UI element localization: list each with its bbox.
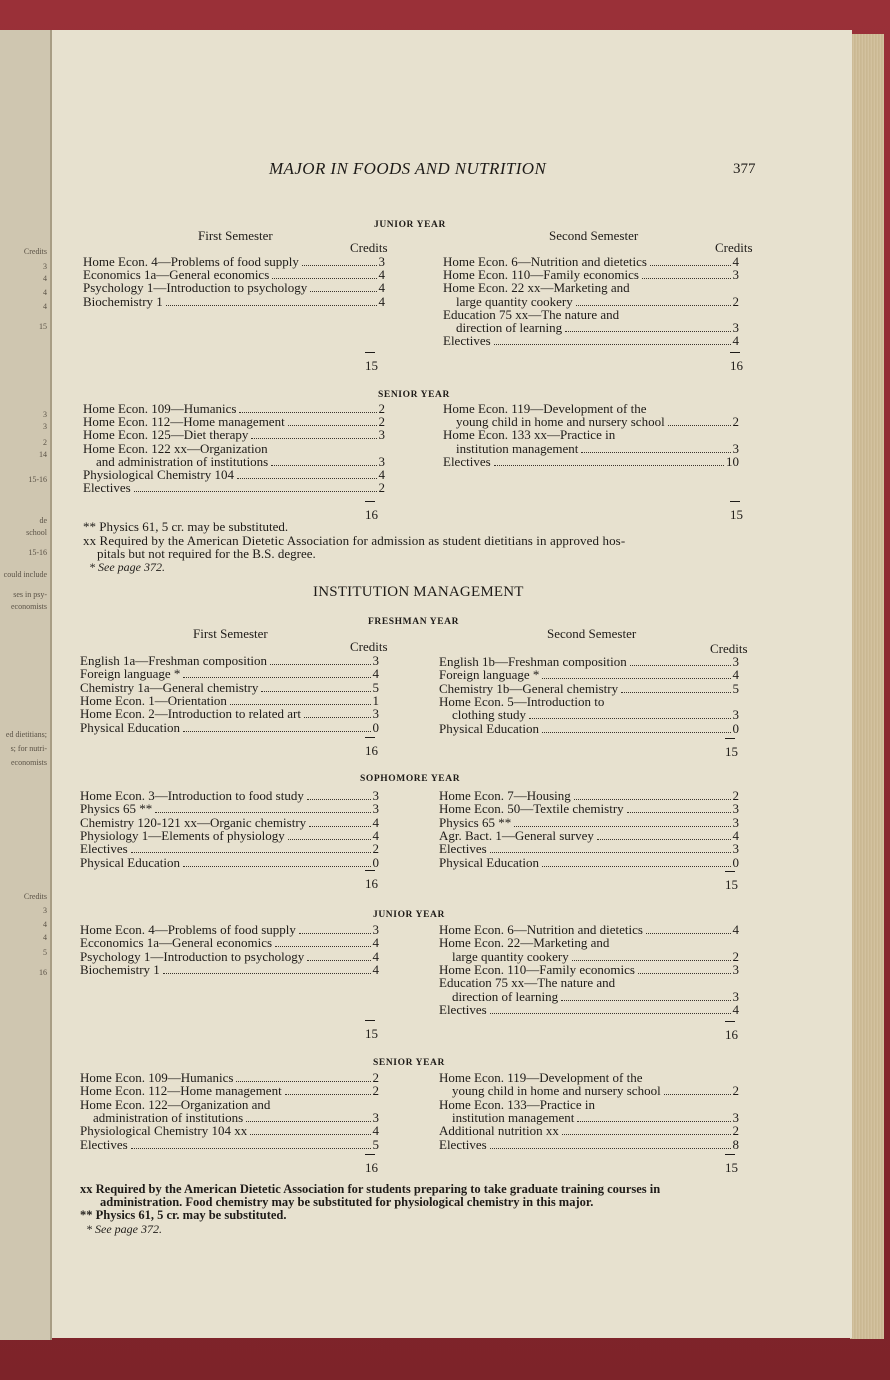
book-page	[52, 30, 852, 1338]
total-rule	[365, 352, 375, 353]
course-name: Home Econ. 6—Nutrition and dietetics	[443, 254, 647, 269]
course-credits: 10	[726, 453, 739, 469]
course-credits: 5	[372, 679, 379, 695]
course-credits: 3	[378, 427, 385, 443]
course-name: young child in home and nursery school	[452, 1083, 661, 1099]
course-credits: 0	[732, 720, 739, 736]
course-row	[80, 721, 379, 735]
facing-page-text: ses in psy-	[13, 590, 47, 599]
dot-leader	[650, 255, 731, 266]
facing-page-text: 4	[43, 920, 47, 929]
column-heading: Second Semester	[549, 228, 639, 243]
credit-total: 15	[725, 1160, 738, 1175]
facing-page-text: 2	[43, 438, 47, 447]
course-credits: 1	[372, 692, 379, 708]
course-credits: 3	[372, 653, 379, 668]
footnote: xx Required by the American Dietetic Association for students preparing to take graduate training courses in	[80, 1182, 661, 1196]
dot-leader	[250, 1124, 370, 1135]
dot-leader	[285, 1084, 371, 1095]
footnote: ** Physics 61, 5 cr. may be substituted.	[83, 519, 289, 534]
course-name: Home Econ. 4—Problems of food supply	[80, 922, 296, 937]
dot-leader	[288, 415, 377, 426]
total-rule	[365, 501, 375, 502]
credit-total: 16	[365, 876, 378, 891]
facing-page-text: school	[26, 528, 47, 537]
course-credits: 3	[732, 1109, 739, 1125]
dot-leader	[271, 455, 376, 466]
course-name: Home Econ. 22—Marketing and	[439, 935, 610, 951]
dot-leader	[155, 802, 370, 813]
dot-leader	[309, 816, 370, 827]
credit-total: 16	[365, 507, 378, 522]
total-rule	[365, 870, 375, 871]
dot-leader	[542, 668, 730, 679]
course-name: Home Econ. 119—Development of the	[443, 401, 647, 416]
course-name: Chemistry 1b—General chemistry	[439, 680, 619, 696]
dot-leader	[166, 295, 377, 306]
total-rule	[730, 352, 740, 353]
footnote: ** Physics 61, 5 cr. may be substituted.	[80, 1208, 287, 1222]
facing-page-text: 14	[39, 450, 47, 459]
course-credits: 5	[732, 680, 739, 696]
course-name: Education 75 xx—The nature and	[439, 975, 616, 991]
dot-leader	[490, 1003, 731, 1014]
course-credits: 2	[732, 1083, 739, 1099]
course-name: Education 75 xx—The nature and	[443, 306, 620, 322]
course-name: Home Econ. 22 xx—Marketing and	[443, 280, 630, 296]
credits-heading: Credits	[350, 240, 388, 255]
total-rule	[725, 871, 735, 872]
dot-leader	[304, 707, 371, 718]
dot-leader	[565, 321, 730, 332]
dot-leader	[490, 1138, 731, 1149]
course-name: administration of institutions	[93, 1109, 244, 1125]
course-name: Agr. Bact. 1—General survey	[439, 827, 594, 843]
course-name: Psychology 1—Introduction to psychology	[83, 280, 308, 296]
dot-leader	[494, 334, 731, 345]
course-credits: 4	[732, 827, 739, 843]
course-name: Home Econ. 112—Home management	[83, 414, 285, 430]
course-credits: 0	[732, 854, 739, 870]
dot-leader	[627, 802, 731, 813]
course-row	[83, 481, 385, 495]
dot-leader	[514, 816, 730, 827]
dot-leader	[246, 1111, 370, 1122]
course-row	[439, 722, 739, 736]
course-name: and administration of institutions	[96, 453, 269, 469]
course-name: Foreign language *	[439, 667, 540, 683]
course-name: Physiology 1—Elements of physiology	[80, 827, 285, 843]
course-name: Additional nutrition xx	[439, 1123, 559, 1139]
column-heading: First Semester	[193, 626, 268, 641]
dot-leader	[230, 694, 371, 705]
course-credits: 4	[732, 667, 739, 683]
course-credits: 3	[732, 841, 739, 857]
facing-page-text: de	[39, 516, 47, 525]
course-credits: 3	[378, 254, 385, 269]
dot-leader	[183, 667, 370, 678]
credits-heading: Credits	[350, 639, 388, 654]
course-credits: 0	[372, 854, 379, 870]
course-credits: 2	[732, 788, 739, 803]
total-rule	[725, 1021, 735, 1022]
course-credits: 4	[378, 293, 385, 309]
dot-leader	[668, 415, 731, 426]
facing-page-edge	[0, 30, 52, 1340]
year-heading: SENIOR YEAR	[378, 390, 450, 400]
facing-page-text: 3	[43, 906, 47, 915]
course-name: Home Econ. 122 xx—Organization	[83, 440, 268, 456]
total-rule	[365, 1020, 375, 1021]
course-name: English 1a—Freshman composition	[80, 653, 268, 668]
course-name: Ecconomics 1a—General economics	[80, 935, 273, 951]
dot-leader	[630, 655, 731, 666]
course-credits: 3	[732, 320, 739, 335]
dot-leader	[581, 442, 730, 453]
course-name: Physiological Chemistry 104 xx	[80, 1123, 248, 1139]
dot-leader	[272, 268, 376, 279]
dot-leader	[562, 1124, 731, 1135]
course-name: Biochemistry 1	[80, 961, 160, 977]
course-credits: 2	[372, 1070, 379, 1085]
year-heading: JUNIOR YEAR	[374, 220, 446, 230]
dot-leader	[621, 682, 730, 693]
running-header: MAJOR IN FOODS AND NUTRITION	[269, 159, 547, 178]
course-name: Home Econ. 109—Humanics	[83, 401, 237, 416]
course-credits: 4	[732, 254, 739, 269]
total-rule	[725, 738, 735, 739]
dot-leader	[261, 681, 370, 692]
facing-page-text: 3	[43, 422, 47, 431]
dot-leader	[646, 923, 731, 934]
dot-leader	[239, 402, 376, 413]
credits-heading: Credits	[715, 240, 753, 255]
dot-leader	[131, 842, 371, 853]
course-row	[456, 321, 739, 335]
credit-total: 15	[730, 507, 743, 522]
course-name: Electives	[80, 841, 128, 857]
facing-page-text: 3	[43, 410, 47, 419]
course-credits: 5	[372, 1136, 379, 1152]
year-heading: SENIOR YEAR	[373, 1058, 445, 1068]
course-name: Home Econ. 50—Textile chemistry	[439, 801, 624, 817]
course-credits: 4	[378, 467, 385, 482]
dot-leader	[542, 856, 730, 867]
credit-total: 15	[365, 1026, 378, 1041]
credit-total: 15	[725, 877, 738, 892]
course-credits: 4	[732, 922, 739, 937]
column-heading: First Semester	[198, 228, 273, 243]
course-name: Electives	[80, 1136, 128, 1152]
course-name: Chemistry 1a—General chemistry	[80, 679, 259, 695]
course-credits: 3	[372, 801, 379, 817]
course-credits: 3	[378, 453, 385, 469]
course-name: Home Econ. 109—Humanics	[80, 1070, 234, 1085]
course-name: Home Econ. 119—Development of the	[439, 1070, 643, 1085]
course-name: Biochemistry 1	[83, 293, 163, 309]
course-row	[80, 963, 379, 977]
course-name: Physiological Chemistry 104	[83, 467, 234, 482]
facing-page-text: 4	[43, 288, 47, 297]
footnote: administration. Food chemistry may be substituted for physiological chemistry in this major.	[100, 1195, 594, 1209]
year-heading: FRESHMAN YEAR	[368, 617, 460, 627]
course-row	[439, 1138, 739, 1152]
facing-page-text: 15-16	[28, 475, 47, 484]
dot-leader	[572, 950, 731, 961]
course-credits: 2	[378, 414, 385, 430]
dot-leader	[288, 829, 371, 840]
course-credits: 4	[732, 1001, 739, 1017]
course-name: Home Econ. 133—Practice in	[439, 1096, 595, 1112]
facing-page-text: ed dietitians;	[5, 730, 47, 739]
course-name: Economics 1a—General economics	[83, 267, 270, 283]
dot-leader	[251, 428, 376, 439]
course-name: Home Econ. 1—Orientation	[80, 692, 227, 708]
course-name: Home Econ. 112—Home management	[80, 1083, 282, 1099]
facing-page-text: s; for nutri-	[10, 744, 47, 753]
dot-leader	[542, 722, 730, 733]
dot-leader	[576, 295, 731, 306]
dot-leader	[577, 1111, 730, 1122]
section-title: INSTITUTION MANAGEMENT	[313, 584, 524, 600]
footnote: * See page 372.	[86, 1222, 162, 1236]
course-credits: 3	[732, 988, 739, 1004]
dot-leader	[270, 654, 370, 665]
dot-leader	[561, 990, 730, 1001]
course-credits: 3	[732, 440, 739, 456]
course-row	[80, 856, 379, 870]
dot-leader	[310, 281, 376, 292]
course-credits: 4	[372, 961, 379, 977]
credit-total: 16	[365, 743, 378, 758]
course-row	[443, 455, 739, 469]
course-row	[439, 856, 739, 870]
course-row	[83, 295, 385, 309]
course-name: Home Econ. 6—Nutrition and dietetics	[439, 922, 643, 937]
course-row	[452, 990, 739, 1004]
dot-leader	[307, 950, 370, 961]
course-name: Home Econ. 125—Diet therapy	[83, 427, 249, 443]
course-row	[80, 1138, 379, 1152]
course-credits: 4	[732, 333, 739, 349]
dot-leader	[574, 789, 731, 800]
total-rule	[365, 1154, 375, 1155]
course-name: Home Econ. 122—Organization and	[80, 1096, 271, 1112]
course-row	[456, 442, 739, 456]
footnote: xx Required by the American Dietetic Association for admission as student dietitians in approved hos-	[83, 533, 626, 548]
dot-leader	[494, 455, 724, 466]
total-rule	[730, 501, 740, 502]
credits-heading: Credits	[710, 641, 748, 656]
course-name: large quantity cookery	[456, 293, 573, 309]
course-name: direction of learning	[456, 320, 563, 335]
course-credits: 2	[378, 480, 385, 496]
course-name: Electives	[83, 480, 131, 496]
course-name: Home Econ. 133 xx—Practice in	[443, 427, 616, 443]
course-credits: 3	[732, 267, 739, 283]
course-credits: 3	[732, 961, 739, 977]
facing-page-text: 4	[43, 274, 47, 283]
course-credits: 4	[378, 267, 385, 283]
course-name: young child in home and nursery school	[456, 414, 665, 430]
course-name: Physical Education	[439, 854, 540, 870]
dot-leader	[597, 829, 731, 840]
facing-page-text: 15	[39, 322, 47, 331]
course-name: Home Econ. 5—Introduction to	[439, 693, 605, 709]
dot-leader	[529, 708, 730, 719]
course-name: direction of learning	[452, 988, 559, 1004]
facing-page-text: 15-16	[28, 548, 47, 557]
course-credits: 3	[372, 706, 379, 722]
dot-leader	[299, 923, 371, 934]
course-name: Home Econ. 110—Family economics	[439, 961, 635, 977]
dot-leader	[664, 1084, 731, 1095]
dot-leader	[302, 255, 377, 266]
credit-total: 15	[725, 744, 738, 759]
course-credits: 3	[732, 707, 739, 723]
course-credits: 4	[372, 814, 379, 830]
facing-page-text: could include	[3, 570, 47, 579]
facing-page-text: economists	[11, 602, 47, 611]
page-edges	[850, 34, 884, 1339]
dot-leader	[163, 963, 371, 974]
year-heading: JUNIOR YEAR	[373, 910, 445, 920]
course-name: Chemistry 120-121 xx—Organic chemistry	[80, 814, 307, 830]
course-name: Home Econ. 7—Housing	[439, 788, 571, 803]
total-rule	[365, 737, 375, 738]
course-name: Physical Education	[80, 719, 181, 735]
facing-page-text: 3	[43, 262, 47, 271]
dot-leader	[237, 468, 377, 479]
dot-leader	[275, 936, 370, 947]
course-credits: 2	[732, 1123, 739, 1139]
course-name: Physical Education	[80, 854, 181, 870]
facing-page-text: economists	[11, 758, 47, 767]
dot-leader	[236, 1071, 370, 1082]
course-row	[443, 334, 739, 348]
course-credits: 2	[372, 1083, 379, 1099]
course-name: institution management	[456, 440, 579, 456]
course-name: Electives	[439, 1001, 487, 1017]
course-name: Physics 65 **	[439, 814, 512, 830]
course-credits: 4	[378, 280, 385, 296]
course-name: clothing study	[452, 707, 527, 723]
year-heading: SOPHOMORE YEAR	[360, 774, 461, 784]
course-credits: 3	[372, 1109, 379, 1125]
course-credits: 4	[372, 935, 379, 951]
credit-total: 16	[730, 358, 743, 373]
course-name: Physical Education	[439, 720, 540, 736]
course-credits: 2	[732, 948, 739, 964]
course-name: Home Econ. 4—Problems of food supply	[83, 254, 299, 269]
course-credits: 4	[372, 827, 379, 843]
credit-total: 16	[365, 1160, 378, 1175]
dot-leader	[490, 842, 731, 853]
dot-leader	[183, 856, 370, 867]
dot-leader	[131, 1138, 371, 1149]
footnote: * See page 372.	[89, 560, 165, 574]
course-credits: 3	[732, 654, 739, 669]
course-name: Psychology 1—Introduction to psychology	[80, 948, 305, 964]
course-credits: 8	[732, 1136, 739, 1152]
facing-page-text: Credits	[23, 247, 47, 256]
facing-page-text: 16	[39, 968, 47, 977]
footnote: pitals but not required for the B.S. degree.	[97, 546, 316, 561]
total-rule	[725, 1154, 735, 1155]
course-credits: 4	[372, 948, 379, 964]
course-credits: 0	[372, 719, 379, 735]
course-credits: 4	[372, 1123, 379, 1139]
course-name: institution management	[452, 1109, 575, 1125]
facing-page-text: 4	[43, 933, 47, 942]
course-name: Electives	[439, 1136, 487, 1152]
dot-leader	[638, 963, 731, 974]
course-name: Home Econ. 2—Introduction to related art	[80, 706, 301, 722]
course-name: Home Econ. 110—Family economics	[443, 267, 639, 283]
facing-page-text: Credits	[23, 892, 47, 901]
page-content	[52, 30, 852, 1338]
course-credits: 2	[732, 293, 739, 309]
column-heading: Second Semester	[547, 626, 637, 641]
credit-total: 16	[725, 1027, 738, 1042]
page-number: 377	[733, 161, 756, 177]
course-credits: 2	[732, 414, 739, 430]
course-name: large quantity cookery	[452, 948, 569, 964]
course-credits: 3	[732, 814, 739, 830]
course-name: Electives	[443, 453, 491, 469]
course-name: Home Econ. 3—Introduction to food study	[80, 788, 304, 803]
course-name: Physics 65 **	[80, 801, 153, 817]
dot-leader	[183, 721, 370, 732]
course-credits: 3	[372, 788, 379, 803]
course-credits: 3	[732, 801, 739, 817]
dot-leader	[642, 268, 731, 279]
course-name: Electives	[439, 841, 487, 857]
credit-total: 15	[365, 358, 378, 373]
course-name: Foreign language *	[80, 666, 181, 682]
facing-page-text: 4	[43, 302, 47, 311]
course-credits: 4	[372, 666, 379, 682]
course-row	[439, 1003, 739, 1017]
facing-page-text: 5	[43, 948, 47, 957]
course-credits: 2	[372, 841, 379, 857]
course-name: English 1b—Freshman composition	[439, 654, 627, 669]
course-name: Electives	[443, 333, 491, 349]
dot-leader	[307, 789, 371, 800]
dot-leader	[134, 481, 377, 492]
course-credits: 2	[378, 401, 385, 416]
course-credits: 3	[372, 922, 379, 937]
